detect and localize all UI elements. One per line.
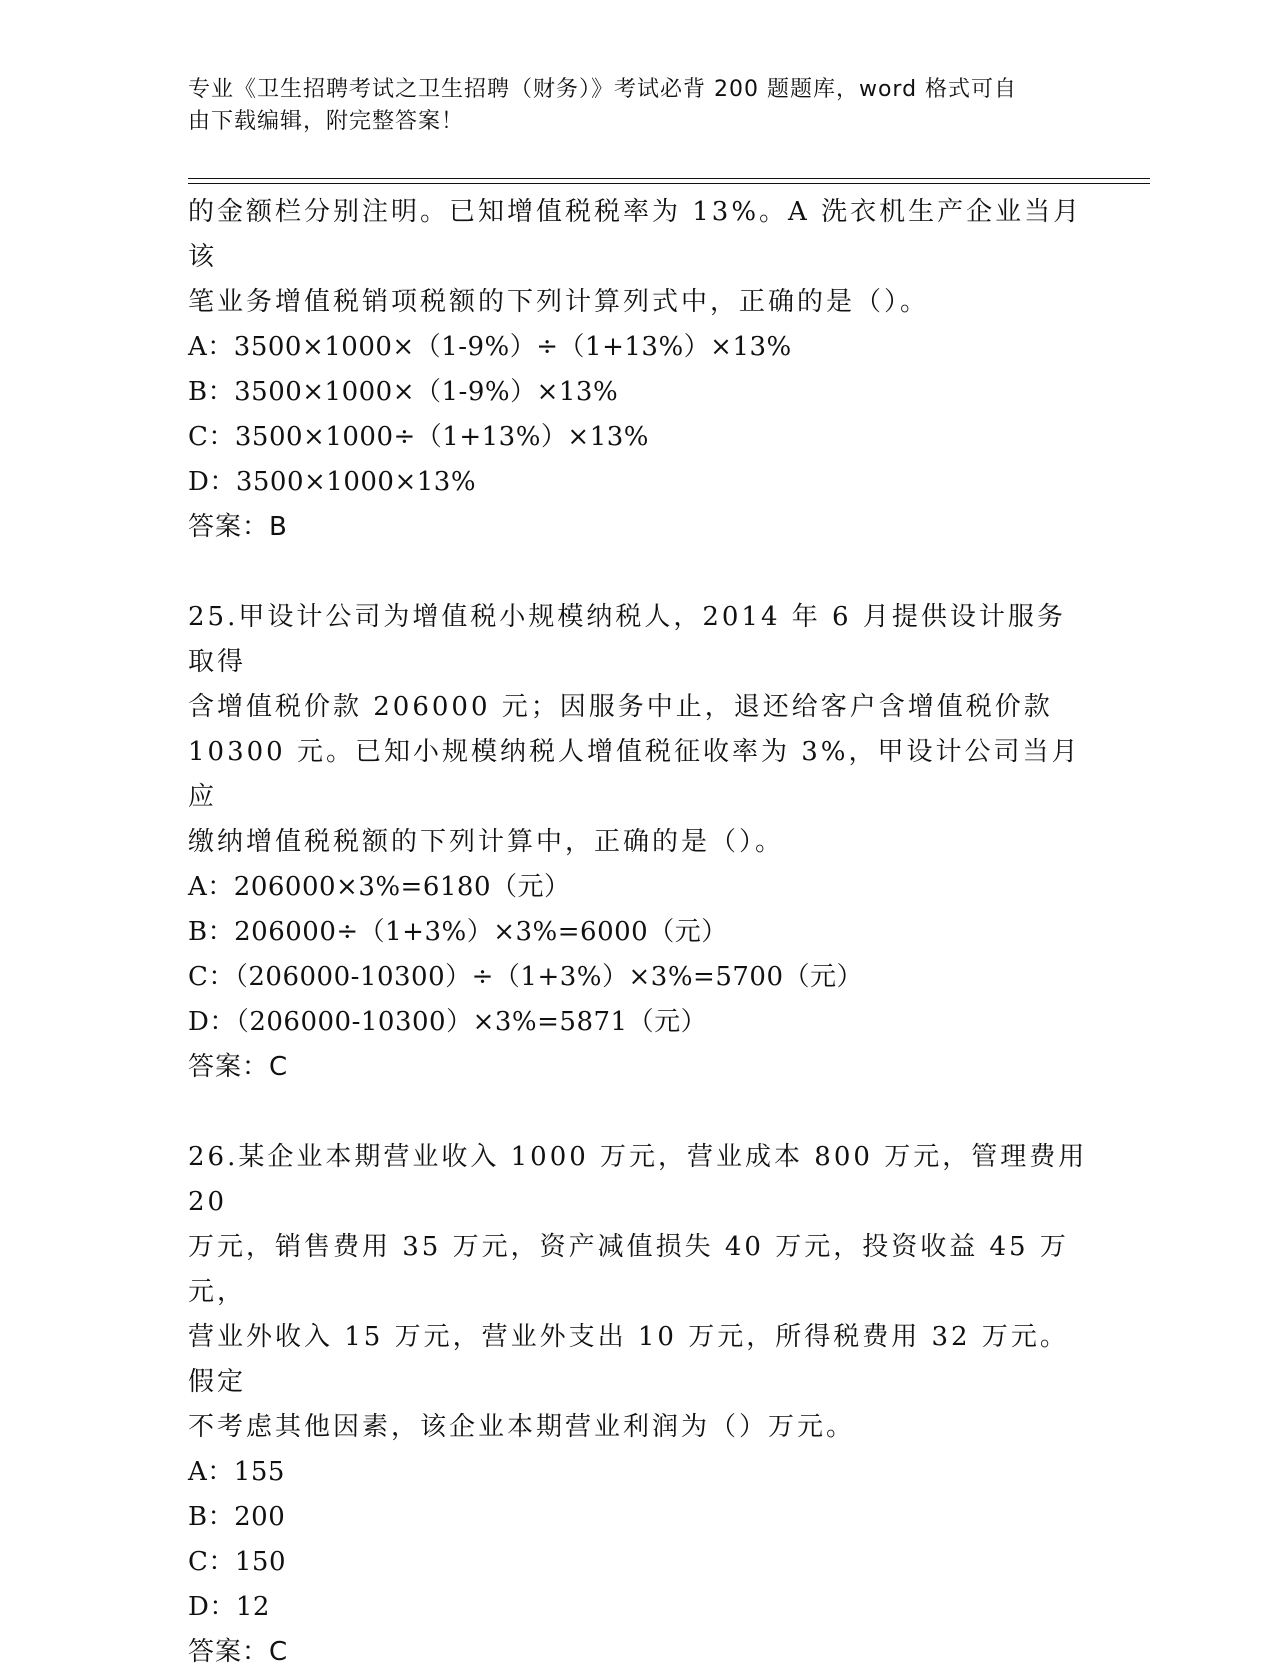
option-d: D：3500×1000×13% [188, 467, 477, 497]
question-stem-line: 营业外收入 15 万元，营业外支出 10 万元，所得税费用 32 万元。假定 [188, 1322, 1069, 1397]
option-a: A：3500×1000×（1-9%）÷（1+13%）×13% [188, 332, 792, 362]
answer-line: 答案：B [188, 512, 288, 542]
header-line-2: 由下载编辑，附完整答案！ [188, 109, 465, 134]
question-block [188, 595, 1088, 1090]
question-block [188, 1135, 1088, 1675]
option-b: B：206000÷（1+3%）×3%=6000（元） [188, 917, 728, 947]
question-stem-line: 25.甲设计公司为增值税小规模纳税人，2014 年 6 月提供设计服务取得 [188, 602, 1066, 677]
header-divider-bottom [188, 183, 1150, 184]
option-b: B：3500×1000×（1-9%）×13% [188, 377, 619, 407]
option-d: D：（206000-10300）×3%=5871（元） [188, 1007, 708, 1037]
question-stem-line: 不考虑其他因素，该企业本期营业利润为（）万元。 [188, 1412, 856, 1442]
option-a: A：206000×3%=6180（元） [188, 872, 571, 902]
page-header [188, 74, 1088, 138]
option-b: B：200 [188, 1502, 286, 1532]
header-divider-top [188, 178, 1150, 179]
option-c: C：（206000-10300）÷（1+3%）×3%=5700（元） [188, 962, 863, 992]
question-stem-line: 万元，销售费用 35 万元，资产减值损失 40 万元，投资收益 45 万元， [188, 1232, 1069, 1307]
question-stem-line: 含增值税价款 206000 元；因服务中止，退还给客户含增值税价款 [188, 692, 1053, 722]
spacer [188, 1090, 1088, 1135]
spacer [188, 550, 1088, 595]
question-stem-line: 笔业务增值税销项税额的下列计算列式中，正确的是（）。 [188, 287, 930, 317]
question-stem-line: 10300 元。已知小规模纳税人增值税征收率为 3%，甲设计公司当月应 [188, 737, 1081, 812]
answer-line: 答案：C [188, 1052, 289, 1082]
question-stem-line: 的金额栏分别注明。已知增值税税率为 13%。A 洗衣机生产企业当月该 [188, 197, 1083, 272]
answer-line: 答案：C [188, 1637, 289, 1667]
option-d: D：12 [188, 1592, 270, 1622]
option-c: C：150 [188, 1547, 287, 1577]
option-a: A：155 [188, 1457, 285, 1487]
question-block [188, 190, 1088, 550]
document-body [188, 190, 1088, 1675]
question-stem-line: 缴纳增值税税额的下列计算中，正确的是（）。 [188, 827, 785, 857]
question-stem-line: 26.某企业本期营业收入 1000 万元，营业成本 800 万元，管理费用 20 [188, 1142, 1088, 1217]
option-c: C：3500×1000÷（1+13%）×13% [188, 422, 649, 452]
header-line-1: 专业《卫生招聘考试之卫生招聘（财务）》考试必背 200 题题库，word 格式可自 [188, 77, 1018, 102]
